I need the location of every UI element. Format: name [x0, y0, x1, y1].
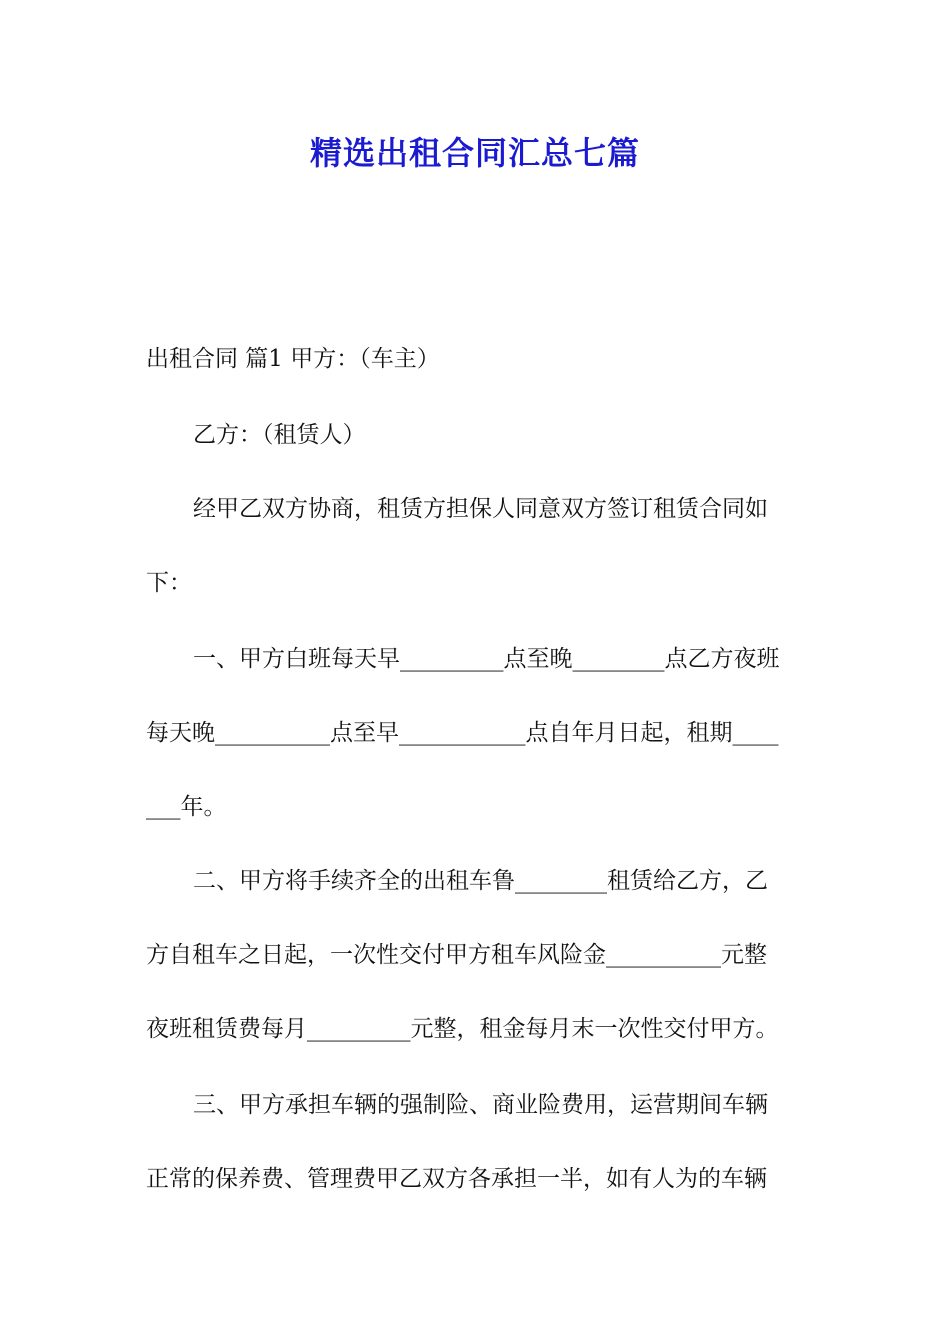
- document-title: 精选出租合同汇总七篇: [309, 134, 640, 172]
- paragraph-line: [146, 792, 816, 822]
- paragraph-line: [193, 1090, 863, 1120]
- party-b-line: [193, 420, 863, 450]
- paragraph-line: [146, 1164, 816, 1194]
- line-text: 每天晚__________点至早___________点自年月日起，租期____: [146, 720, 779, 746]
- paragraph-line: [193, 644, 863, 674]
- paragraph-line: [193, 866, 863, 896]
- line-text: 三、甲方承担车辆的强制险、商业险费用，运营期间车辆: [193, 1092, 768, 1118]
- line-text: 出租合同 篇1 甲方：（车主）: [146, 346, 440, 372]
- line-text: 二、甲方将手续齐全的出租车鲁________租赁给乙方，乙: [193, 868, 768, 894]
- line-text: 经甲乙双方协商，租赁方担保人同意双方签订租赁合同如: [193, 496, 768, 522]
- line-text: 乙方：（租赁人）: [193, 422, 366, 448]
- contract-heading-line: [146, 344, 816, 374]
- line-text: 正常的保养费、管理费甲乙双方各承担一半，如有人为的车辆: [146, 1166, 767, 1192]
- paragraph-line: [146, 718, 816, 748]
- line-text: 下：: [146, 570, 192, 596]
- paragraph-line: [193, 494, 863, 524]
- line-text: 方自租车之日起，一次性交付甲方租车风险金__________元整: [146, 942, 767, 968]
- line-text: 夜班租赁费每月_________元整，租金每月末一次性交付甲方。: [146, 1016, 779, 1042]
- paragraph-line: [146, 1014, 816, 1044]
- paragraph-line: [146, 940, 816, 970]
- line-text: ___年。: [146, 794, 227, 820]
- line-text: 一、甲方白班每天早_________点至晚________点乙方夜班: [193, 646, 780, 672]
- paragraph-line: [146, 568, 816, 598]
